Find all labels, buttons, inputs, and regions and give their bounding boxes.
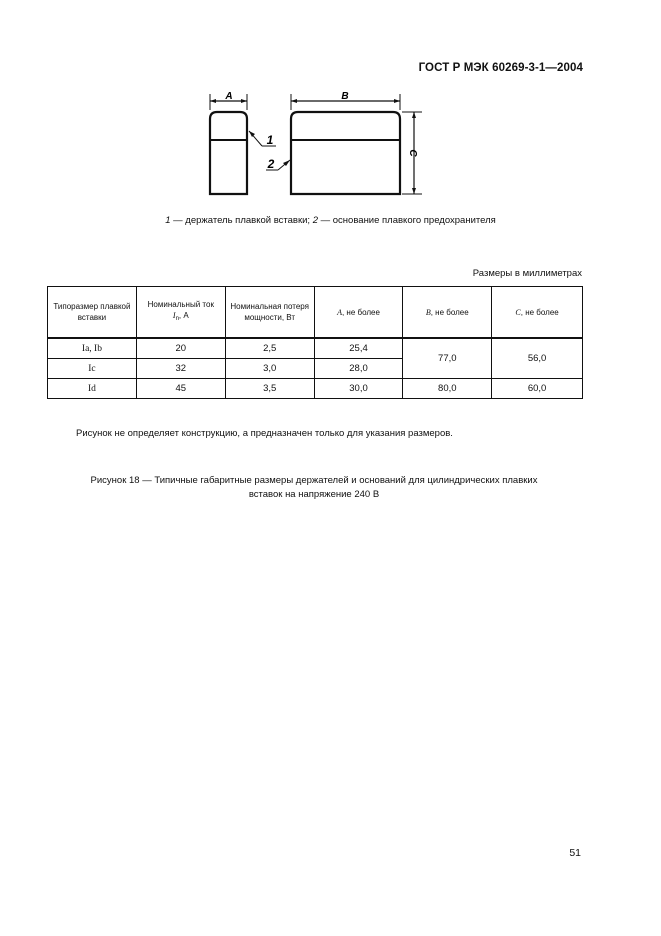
- header-type: Типоразмер плавкой вставки: [48, 287, 137, 339]
- cell-power: 3,5: [225, 379, 314, 399]
- units-note: Размеры в миллиметрах: [472, 268, 582, 279]
- legend-number-2: 2: [312, 215, 318, 226]
- figure-caption-line-2: вставок на напряжение 240 В: [248, 489, 380, 500]
- table-header-row: [48, 287, 583, 339]
- cell-type: Ic: [48, 359, 137, 379]
- header-c: C, не более: [492, 287, 583, 339]
- cell-power: 3,0: [225, 359, 314, 379]
- legend-number-1: 1: [165, 215, 171, 226]
- callout-2-label: 2: [267, 157, 275, 171]
- cell-b: 80,0: [403, 379, 492, 399]
- dimensions-table: [47, 286, 583, 399]
- cell-b-merged: 77,0: [403, 338, 492, 379]
- legend-text-2: — основание плавкого предохранителя: [318, 215, 496, 226]
- figure-caption: [60, 474, 568, 502]
- cell-c: 60,0: [492, 379, 583, 399]
- page-number: 51: [569, 847, 581, 859]
- cell-a: 28,0: [314, 359, 403, 379]
- document-header: ГОСТ Р МЭК 60269-3-1—2004: [418, 62, 583, 74]
- table-row: [48, 338, 583, 359]
- cell-power: 2,5: [225, 338, 314, 359]
- legend-text-1: — держатель плавкой вставки;: [170, 215, 313, 226]
- cell-type: Ia, Ib: [48, 338, 137, 359]
- header-current: Номинальный ток $I_n$, А: [136, 287, 225, 339]
- table-row: [48, 379, 583, 399]
- cell-a: 30,0: [314, 379, 403, 399]
- header-power: Номинальная потеря мощности, Вт: [225, 287, 314, 339]
- header-b: B, не более: [403, 287, 492, 339]
- cell-current: 45: [136, 379, 225, 399]
- cell-c-merged: 56,0: [492, 338, 583, 379]
- cell-current: 20: [136, 338, 225, 359]
- callout-1-label: 1: [266, 133, 274, 147]
- figure-caption-line-1: Рисунок 18 — Типичные габаритные размеры держателей и оснований для цилиндрических плавких: [90, 475, 538, 486]
- cell-a: 25,4: [314, 338, 403, 359]
- header-a: A, не более: [314, 287, 403, 339]
- dimension-label-a: A: [225, 91, 233, 102]
- figure-note: Рисунок не определяет конструкцию, а предназначен только для указания размеров.: [76, 428, 453, 439]
- cell-current: 32: [136, 359, 225, 379]
- cell-type: Id: [48, 379, 137, 399]
- dimension-label-c: C: [407, 149, 418, 157]
- figure-legend: [0, 215, 661, 226]
- fuse-holder-drawing: [200, 86, 430, 201]
- dimension-label-b: B: [341, 91, 349, 102]
